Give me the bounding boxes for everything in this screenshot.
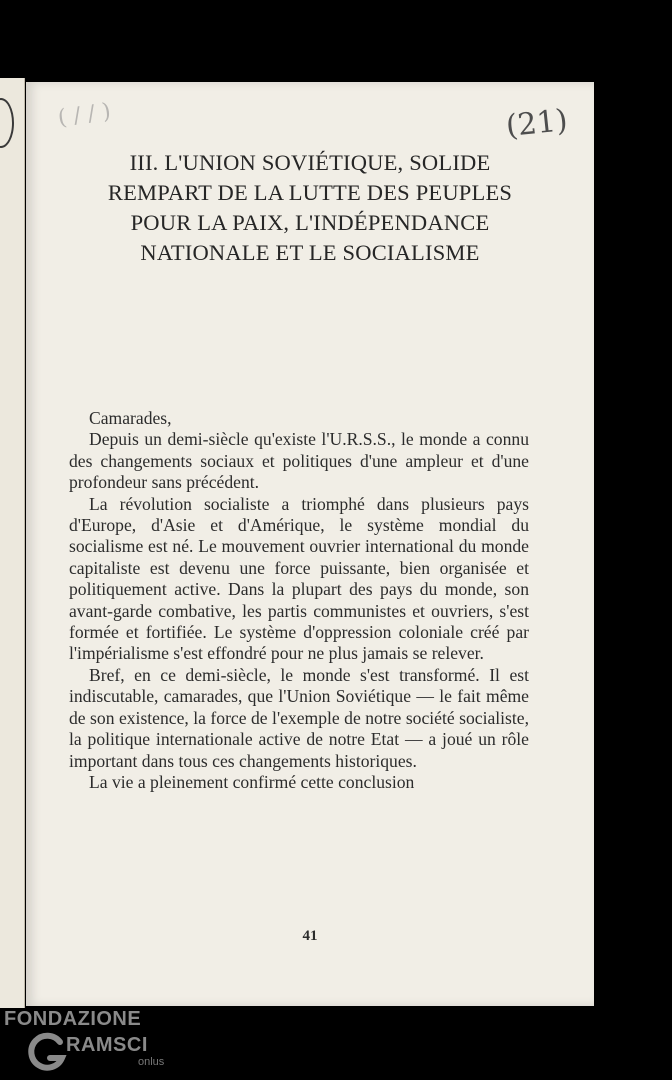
watermark-line2: RAMSCI [66, 1034, 148, 1056]
pencil-annotation-right: (21) [504, 102, 570, 145]
fondazione-gramsci-watermark [4, 1008, 174, 1078]
watermark-line3: onlus [138, 1056, 165, 1068]
chapter-title-line: POUR LA PAIX, L'INDÉPENDANCE [130, 210, 490, 235]
body-text [69, 408, 529, 793]
paragraph: La révolution socialiste a triomphé dans plusieurs pays d'Europe, d'Asie et d'Amérique, le système mondial du socialisme est né. Le mouvement ouvrier international du monde capitaliste est devenu une force puissante, bien organisée et politiquement active. Dans la plupart des pays du monde, son avant-garde combative, les partis communistes et ouvriers, s'est formée et fortifiée. Le système d'oppression coloniale créé par l'impérialisme s'est effondré pour ne plus jamais se relever. [69, 493, 529, 664]
chapter-title [66, 148, 554, 268]
paragraph: Bref, en ce demi-siècle, le monde s'est transformé. Il est indiscutable, camarades, que l'Union Soviétique — le fait même de son existence, la force de l'exemple de notre société socialiste, la politique internationale active de notre Etat — a joué un rôle important dans tous ces changements historiques. [69, 664, 529, 771]
paragraph: La vie a pleinement confirmé cette conclusion [89, 771, 415, 792]
watermark-line1: FONDAZIONE [4, 1008, 142, 1030]
facing-page-pencil-mark [0, 98, 14, 148]
chapter-title-line: III. L'UNION SOVIÉTIQUE, SOLIDE [129, 150, 491, 175]
chapter-title-line: REMPART DE LA LUTTE DES PEUPLES [107, 180, 513, 205]
pencil-annotation-left: ( / / ) [56, 98, 113, 132]
salutation: Camarades, [89, 408, 172, 428]
paragraph: Depuis un demi-siècle qu'existe l'U.R.S.S., le monde a connu des changements sociaux et politiques d'une ampleur et d'une profondeur sans précédent. [69, 429, 529, 493]
facing-page-edge [0, 78, 25, 1008]
watermark-g-logo-icon [26, 1030, 70, 1074]
page-number: 41 [302, 928, 318, 944]
chapter-title-line: NATIONALE ET LE SOCIALISME [140, 240, 480, 265]
book-page [26, 82, 594, 1006]
